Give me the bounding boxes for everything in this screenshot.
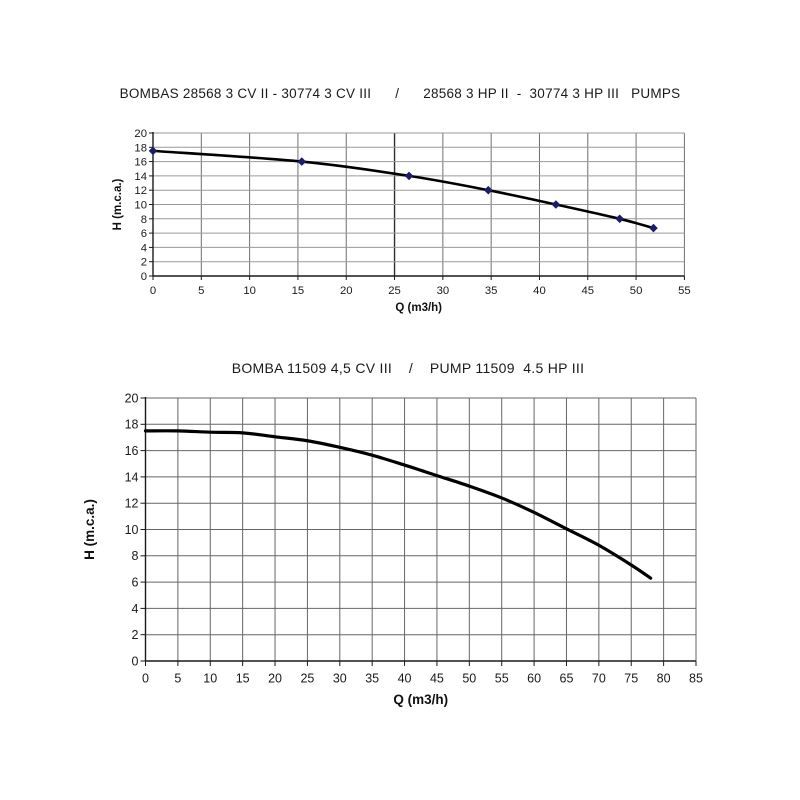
y-tick-label: 6: [131, 575, 139, 590]
x-tick-label: 10: [203, 671, 218, 686]
y-tick-label: 4: [140, 242, 147, 255]
x-tick-label: 45: [429, 671, 444, 686]
x-tick-label: 40: [533, 284, 546, 297]
x-tick-label: 40: [397, 671, 412, 686]
y-tick-label: 8: [140, 213, 147, 226]
y-tick-label: 18: [134, 142, 147, 155]
x-tick-label: 0: [142, 671, 149, 686]
y-axis-title: H (m.c.a.): [82, 499, 97, 560]
data-point-marker: [649, 224, 658, 233]
x-tick-label: 85: [689, 671, 703, 686]
x-tick-label: 30: [332, 671, 347, 686]
x-tick-label: 35: [365, 671, 380, 686]
y-tick-label: 20: [124, 391, 139, 406]
y-tick-label: 12: [134, 185, 147, 198]
axes: [149, 132, 684, 280]
y-tick-label: 12: [124, 496, 139, 511]
x-tick-label: 30: [436, 284, 450, 297]
x-tick-label: 20: [339, 284, 353, 297]
y-tick-label: 20: [134, 127, 147, 140]
x-tick-label: 80: [656, 671, 671, 686]
x-tick-label: 70: [591, 671, 606, 686]
y-tick-label: 16: [124, 443, 139, 458]
y-tick-label: 18: [124, 417, 139, 432]
x-axis-title: Q (m3/h): [393, 692, 449, 707]
x-tick-label: 55: [494, 671, 509, 686]
y-tick-label: 4: [131, 601, 139, 616]
grid: [146, 398, 697, 661]
x-tick-label: 10: [243, 284, 256, 297]
x-tick-label: 50: [629, 284, 643, 297]
y-tick-label: 10: [124, 522, 139, 537]
x-tick-label: 45: [581, 284, 595, 297]
x-tick-label: 60: [527, 671, 542, 686]
data-point-marker: [297, 157, 306, 166]
data-point-marker: [552, 200, 561, 209]
x-tick-label: 35: [484, 284, 498, 297]
chart1-title: BOMBAS 28568 3 CV II - 30774 3 CV III / 28568 3 HP II - 30774 3 HP III PUMPS: [119, 86, 681, 101]
data-point-marker: [405, 172, 414, 181]
y-tick-label: 14: [134, 170, 147, 183]
x-tick-label: 5: [198, 284, 205, 297]
data-point-marker: [149, 147, 158, 156]
x-tick-label: 50: [462, 671, 477, 686]
y-tick-label: 0: [131, 654, 139, 669]
y-axis-title: H (m.c.a.): [112, 178, 124, 231]
pump-head-curve: [153, 151, 653, 228]
data-point-marker: [615, 215, 624, 224]
chart2-title: BOMBA 11509 4,5 CV III / PUMP 11509 4.5 HP III: [231, 360, 585, 376]
x-tick-label: 25: [388, 284, 401, 297]
x-tick-label: 20: [268, 671, 282, 686]
x-tick-label: 75: [624, 671, 639, 686]
x-tick-label: 15: [291, 284, 305, 297]
y-tick-label: 10: [134, 199, 147, 212]
grid: [153, 133, 684, 276]
y-tick-label: 8: [131, 549, 139, 564]
x-tick-label: 0: [149, 284, 157, 297]
y-tick-label: 6: [140, 228, 147, 241]
x-tick-label: 25: [300, 671, 315, 686]
x-tick-label: 65: [559, 671, 574, 686]
x-tick-label: 15: [235, 671, 250, 686]
y-tick-label: 14: [124, 470, 139, 485]
x-tick-label: 5: [174, 671, 182, 686]
pump-curve-chart-1: [0, 110, 800, 340]
axes: [141, 397, 697, 666]
y-tick-label: 16: [134, 156, 147, 169]
y-tick-label: 2: [140, 256, 147, 269]
y-tick-label: 2: [131, 628, 139, 643]
x-axis-title: Q (m3/h): [395, 302, 443, 314]
pump-curve-chart-2: [0, 382, 800, 732]
x-tick-label: 55: [678, 284, 691, 297]
y-tick-label: 0: [140, 270, 147, 283]
